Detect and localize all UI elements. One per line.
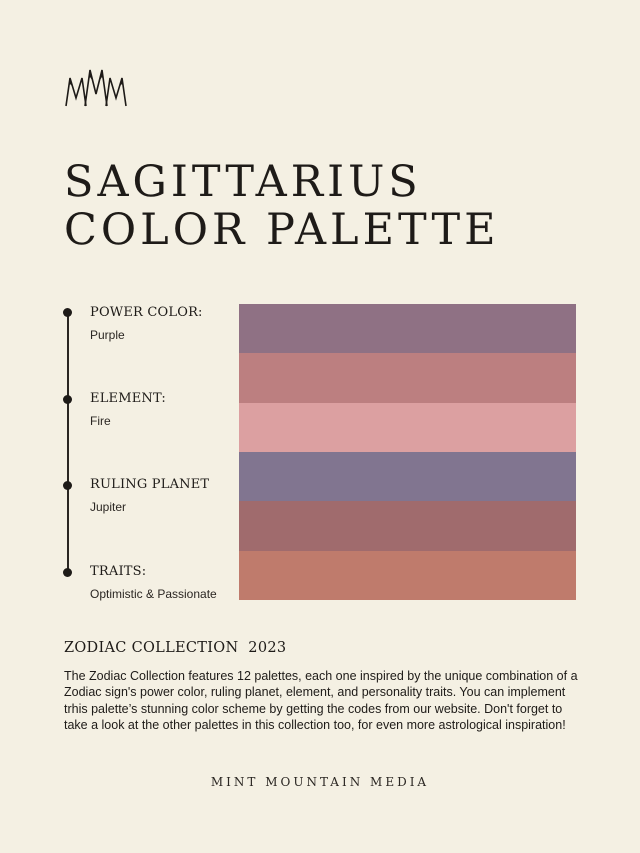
- fact-value-power-color: Purple: [90, 328, 125, 342]
- title-line-1: SAGITTARIUS: [64, 157, 422, 207]
- fact-label-traits: TRAITS:: [90, 564, 147, 579]
- fact-value-element: Fire: [90, 414, 111, 428]
- collection-title: ZODIAC COLLECTION 2023: [64, 640, 287, 656]
- footer-brand-name: MINT MOUNTAIN MEDIA: [210, 775, 430, 789]
- timeline-line: [67, 311, 69, 573]
- color-swatch: [239, 353, 576, 402]
- title-line-2: COLOR PALETTE: [64, 205, 500, 255]
- timeline-dot: [63, 568, 72, 577]
- fact-label-power-color: POWER COLOR:: [90, 305, 203, 320]
- fact-value-ruling-planet: Jupiter: [90, 500, 127, 514]
- fact-label-element: ELEMENT:: [90, 391, 166, 406]
- page-title: [64, 158, 500, 254]
- color-swatch: [239, 403, 576, 452]
- color-swatch: [239, 501, 576, 550]
- color-palette: [239, 304, 576, 600]
- timeline-dot: [63, 481, 72, 490]
- fact-label-ruling-planet: RULING PLANET: [90, 477, 210, 492]
- color-swatch: [239, 551, 576, 600]
- timeline-dot: [63, 308, 72, 317]
- color-swatch: [239, 452, 576, 501]
- timeline-dot: [63, 395, 72, 404]
- mountain-mmm-logo-icon: [64, 64, 128, 108]
- color-swatch: [239, 304, 576, 353]
- collection-description: The Zodiac Collection features 12 palettes, each one inspired by the unique combination of a Zodiac sign's power color, ruling planet, element, and personality traits. You can implement trhis palette’s stunning color scheme by getting the codes from our website. Don't forget to take a look at the other palettes in this collection too, for even more astrological inspiration!: [64, 669, 578, 732]
- fact-value-traits: Optimistic & Passionate: [90, 587, 217, 601]
